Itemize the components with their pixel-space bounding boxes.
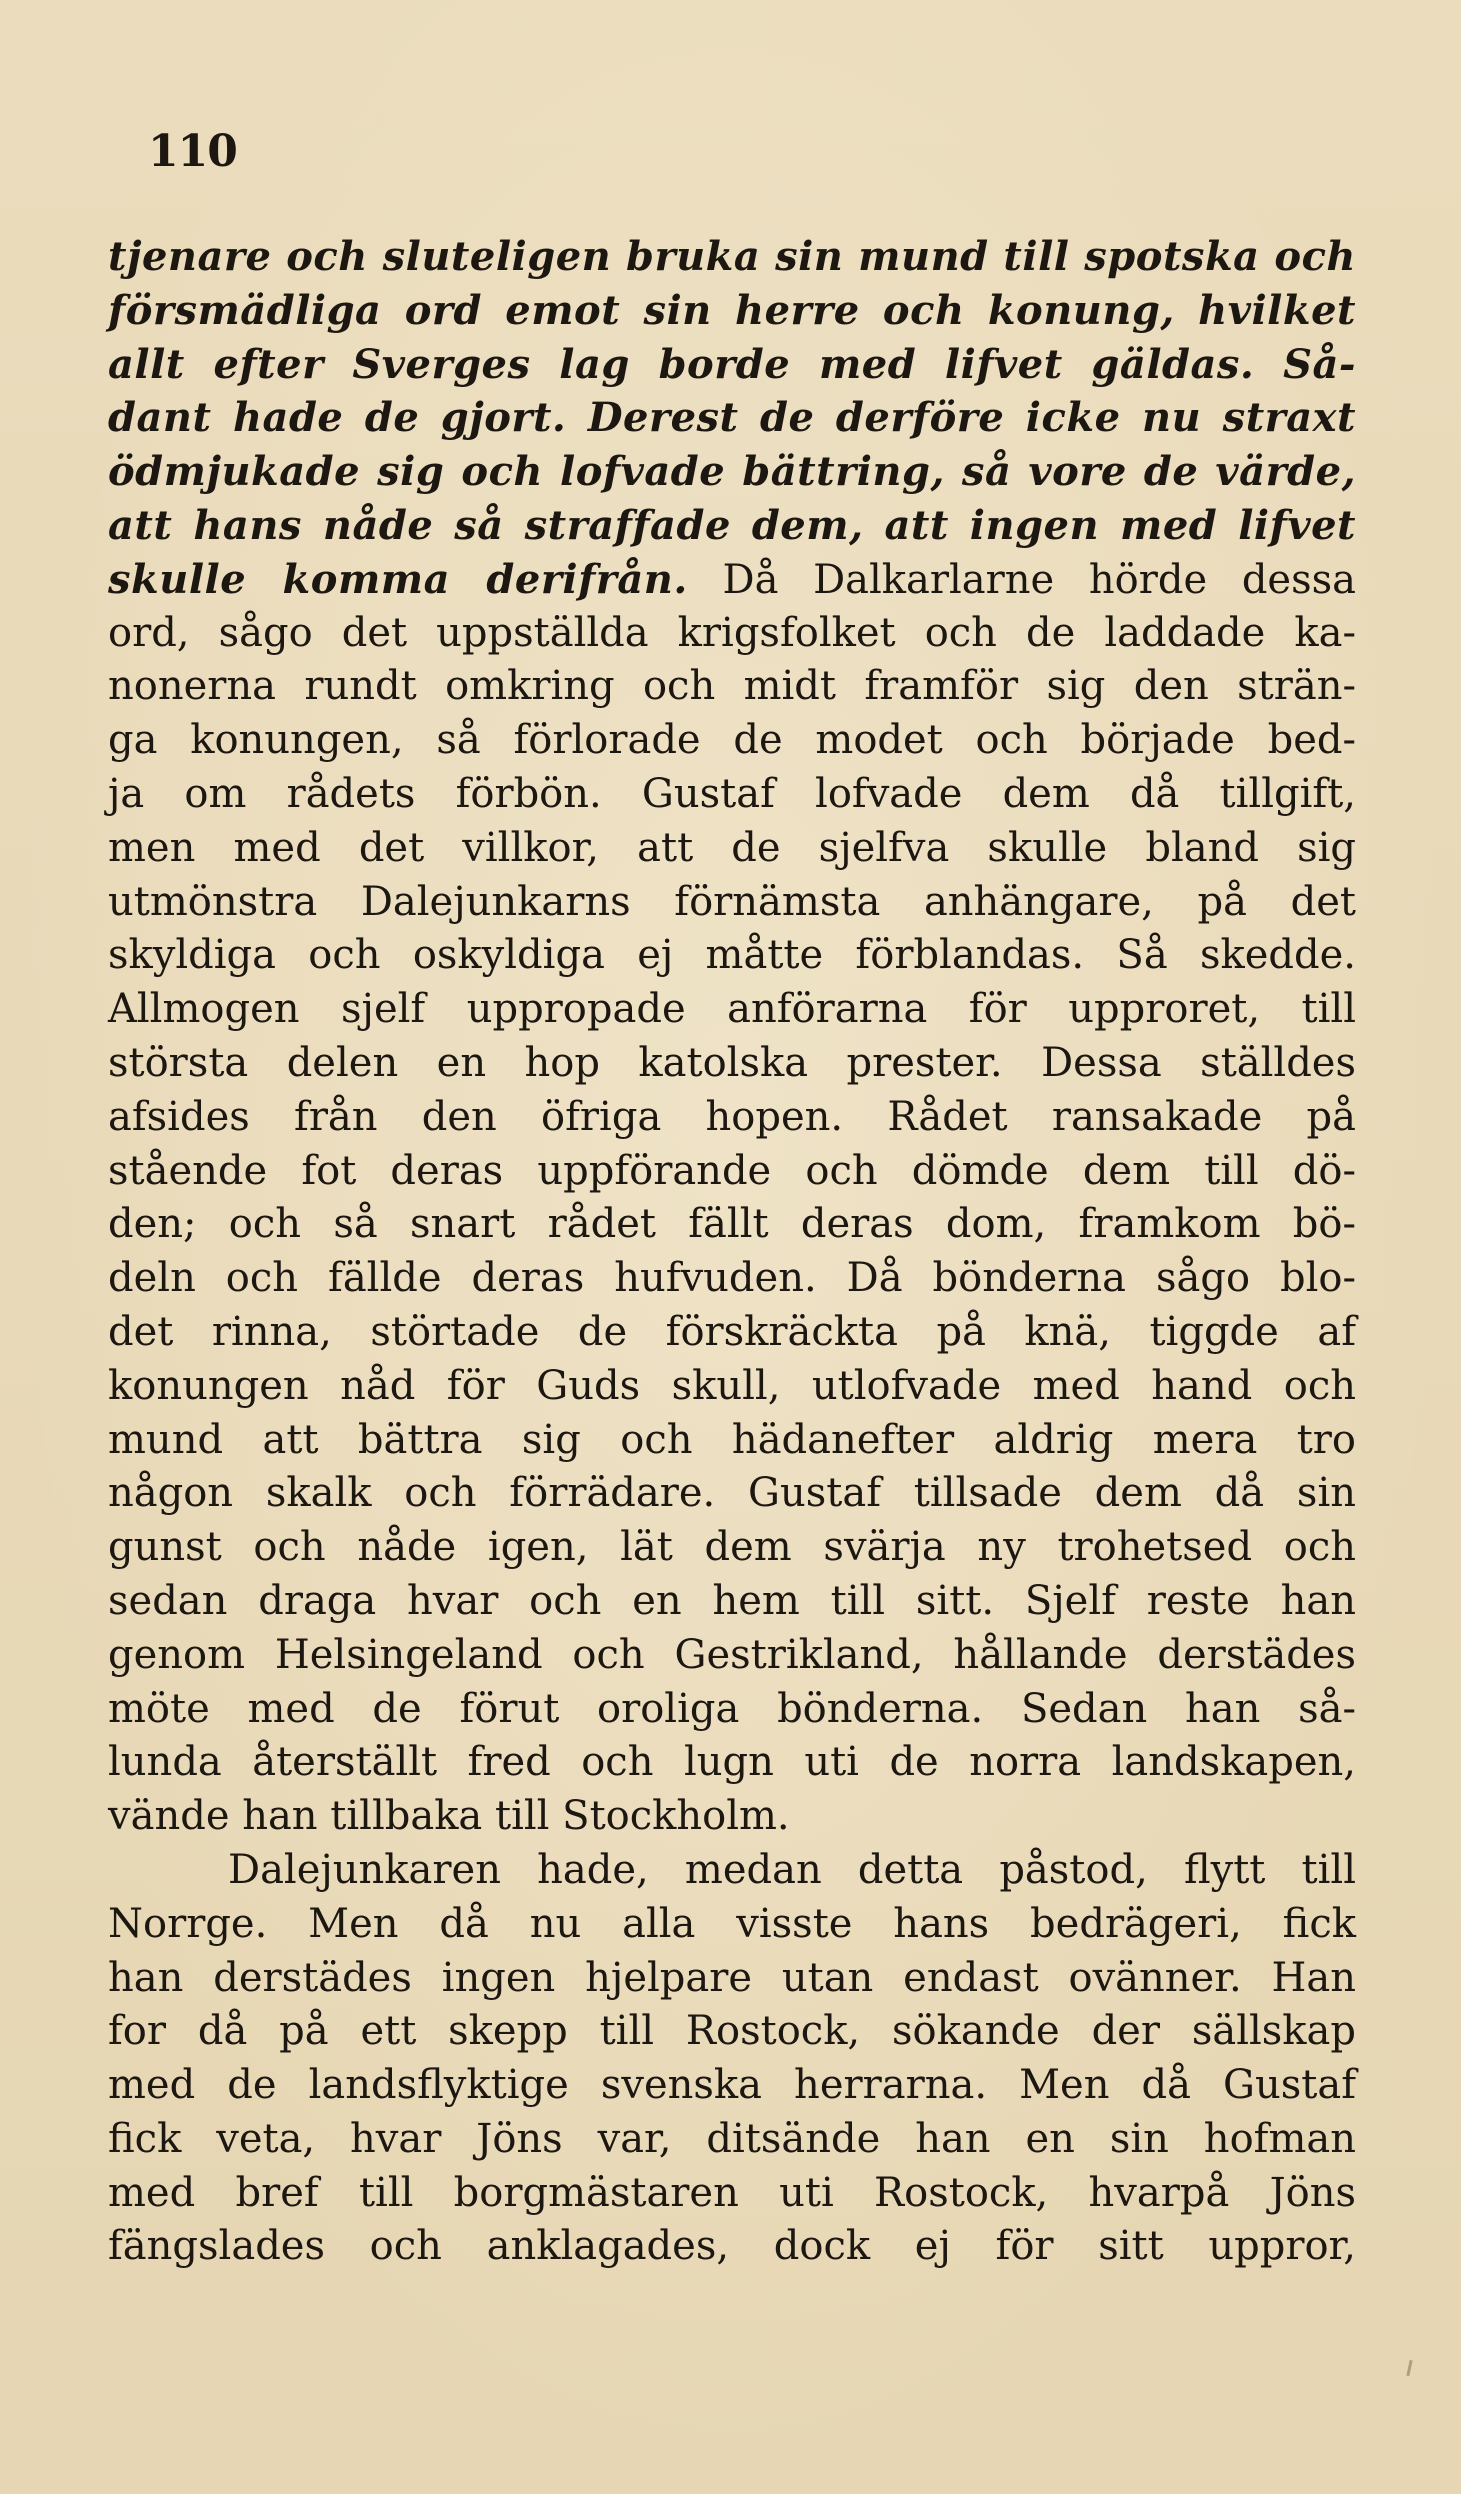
text-line: ord, sågo det uppställda krigsfolket och de laddade ka- xyxy=(108,609,1356,656)
body-text xyxy=(108,230,1356,2274)
text-line: sedan draga hvar och en hem till sitt. Sjelf reste han xyxy=(108,1577,1356,1624)
text-line: deln och fällde deras hufvuden. Då bönderna sågo blo- xyxy=(108,1255,1356,1302)
text-line-paragraph-end: vände han tillbaka till Stockholm. xyxy=(108,1793,790,1840)
text-line: tjenare och sluteligen bruka sin mund till spotska och xyxy=(108,233,1356,280)
text-line: någon skalk och förrädare. Gustaf tillsade dem då sin xyxy=(108,1470,1356,1517)
text-line: med de landsflyktige svenska herrarna. Men då Gustaf xyxy=(108,2062,1356,2109)
text-line: skyldiga och oskyldiga ej måtte förblandas. Så skedde. xyxy=(108,932,1356,979)
text-line: dant hade de gjort. Derest de derföre icke nu straxt xyxy=(108,394,1356,442)
text-line: fick veta, hvar Jöns var, ditsände han en sin hofman xyxy=(108,2115,1356,2162)
text-line: mund att bättra sig och hädanefter aldrig mera tro xyxy=(108,1416,1356,1463)
text-line: genom Helsingeland och Gestrikland, hållande derstädes xyxy=(108,1631,1356,1678)
text-line: ga konungen, så förlorade de modet och började bed- xyxy=(108,717,1356,764)
text-line: ödmjukade sig och lofvade bättring, så vore de värde, xyxy=(108,448,1356,496)
text-line: det rinna, störtade de förskräckta på knä, tiggde af xyxy=(108,1308,1356,1355)
text-line: for då på ett skepp till Rostock, sökande der sällskap xyxy=(108,2008,1356,2055)
text-line: möte med de förut oroliga bönderna. Sedan han så- xyxy=(108,1685,1356,1732)
text-line: allt efter Sverges lag borde med lifvet gäldas. Så- xyxy=(108,340,1356,388)
text-line: försmädliga ord emot sin herre och konung, hvilket xyxy=(108,286,1356,334)
text-line: att hans nåde så straffade dem, att ingen med lifvet xyxy=(108,501,1356,549)
text-line: ja om rådets förbön. Gustaf lofvade dem då tillgift, xyxy=(108,770,1356,817)
text-line: Norrge. Men då nu alla visste hans bedrägeri, fick xyxy=(108,1900,1356,1947)
text-line: konungen nåd för Guds skull, utlofvade med hand och xyxy=(108,1362,1356,1409)
text-line-paragraph-start: Dalejunkaren hade, medan detta påstod, flytt till xyxy=(228,1846,1356,1893)
text-line: stående fot deras uppförande och dömde dem till dö- xyxy=(108,1147,1356,1194)
text-line: största delen en hop katolska prester. Dessa ställdes xyxy=(108,1039,1356,1086)
paper-speck xyxy=(1406,2360,1412,2376)
text-line: han derstädes ingen hjelpare utan endast ovänner. Han xyxy=(108,1954,1356,2001)
text-line: med bref till borgmästaren uti Rostock, hvarpå Jöns xyxy=(108,2169,1356,2216)
text-line: Allmogen sjelf uppropade anförarna för upproret, till xyxy=(108,986,1356,1033)
text-line: utmönstra Dalejunkarns förnämsta anhängare, på det xyxy=(108,878,1356,925)
roman-segment: Då Dalkarlarne hörde dessa xyxy=(687,556,1356,603)
text-line: nonerna rundt omkring och midt framför sig den strän- xyxy=(108,663,1356,710)
text-line: den; och så snart rådet fällt deras dom, framkom bö- xyxy=(108,1201,1356,1248)
text-line: gunst och nåde igen, lät dem svärja ny trohetsed och xyxy=(108,1524,1356,1571)
page-number: 110 xyxy=(148,126,237,177)
text-line: men med det villkor, att de sjelfva skulle bland sig xyxy=(108,824,1356,871)
text-line: afsides från den öfriga hopen. Rådet ransakade på xyxy=(108,1093,1356,1140)
text-line: fängslades och anklagades, dock ej för sitt uppror, xyxy=(108,2223,1356,2270)
italic-segment: skulle komma derifrån. xyxy=(108,555,688,603)
text-line xyxy=(108,553,1356,607)
text-line: lunda återställt fred och lugn uti de norra landskapen, xyxy=(108,1739,1356,1786)
